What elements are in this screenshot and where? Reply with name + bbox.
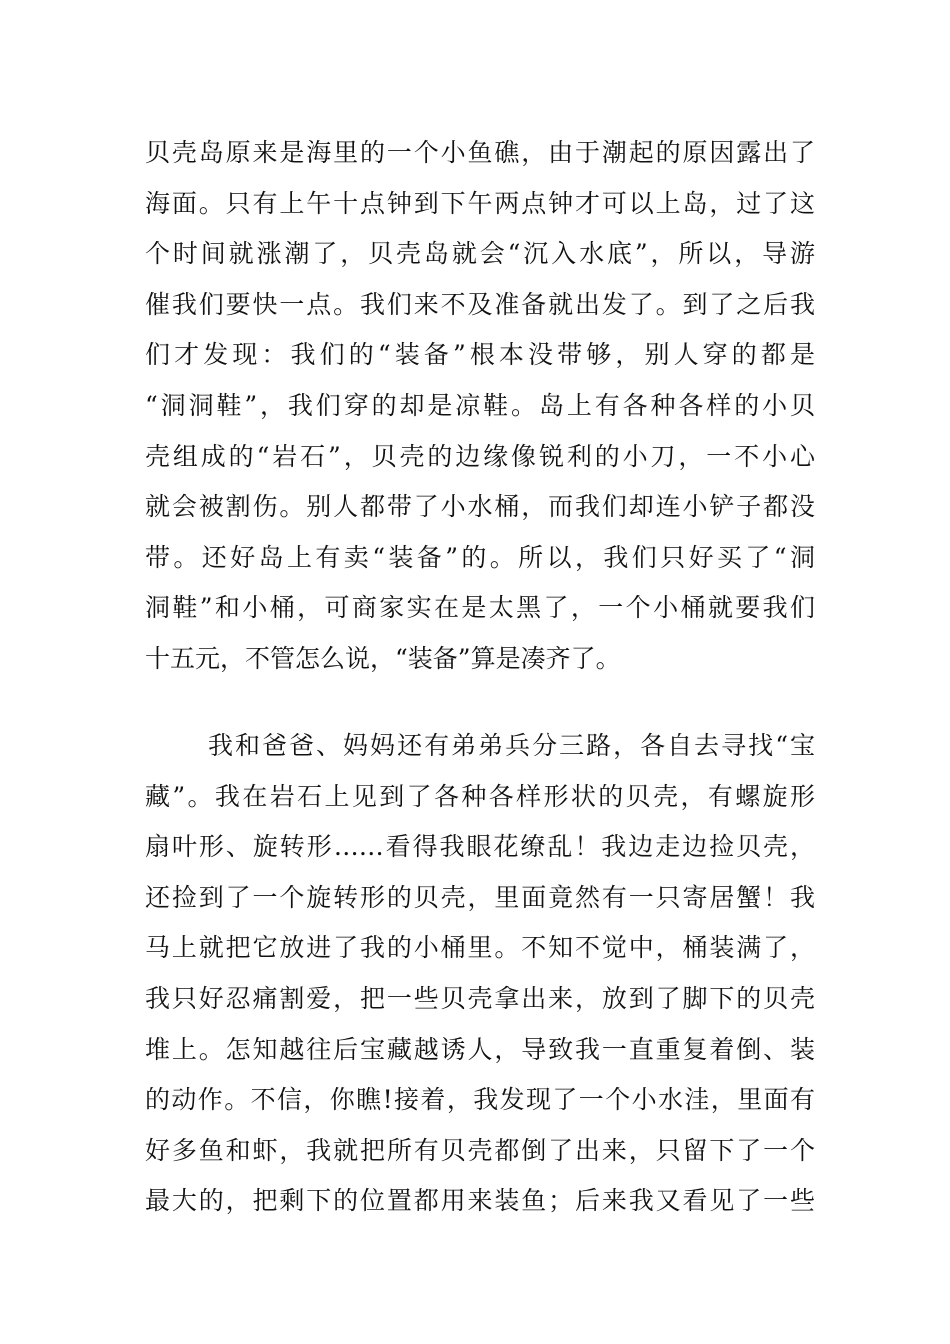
text-line: 就会被割伤。别人都带了小水桶，而我们却连小铲子都没 bbox=[145, 492, 815, 522]
text-line: 我和爸爸、妈妈还有弟弟兵分三路，各自去寻找“宝 bbox=[208, 731, 815, 760]
paragraph-2 bbox=[145, 721, 815, 1227]
text-line: 海面。只有上午十点钟到下午两点钟才可以上岛，过了这 bbox=[145, 188, 815, 218]
text-line: 的动作。不信，你瞧!接着，我发现了一个小水洼，里面有 bbox=[145, 1085, 815, 1115]
text-line: 堆上。怎知越往后宝藏越诱人，导致我一直重复着倒、装 bbox=[145, 1034, 815, 1064]
text-line: 洞鞋”和小桶，可商家实在是太黑了，一个小桶就要我们 bbox=[145, 593, 815, 623]
text-line: 贝壳岛原来是海里的一个小鱼礁，由于潮起的原因露出了 bbox=[145, 138, 815, 167]
text-line: 还捡到了一个旋转形的贝壳，里面竟然有一只寄居蟹！我 bbox=[145, 882, 815, 912]
text-line: 十五元，不管怎么说，“装备”算是凑齐了。 bbox=[145, 643, 621, 673]
text-line: 扇叶形、旋转形……看得我眼花缭乱！我边走边捡贝壳， bbox=[145, 832, 815, 862]
text-line: 最大的，把剩下的位置都用来装鱼；后来我又看见了一些 bbox=[145, 1186, 815, 1216]
text-line: 我只好忍痛割爱，把一些贝壳拿出来，放到了脚下的贝壳 bbox=[145, 983, 815, 1013]
text-line: 好多鱼和虾，我就把所有贝壳都倒了出来，只留下了一个 bbox=[145, 1135, 815, 1165]
text-line: 个时间就涨潮了，贝壳岛就会“沉入水底”，所以，导游 bbox=[145, 239, 815, 269]
text-line: 藏”。我在岩石上见到了各种各样形状的贝壳，有螺旋形 bbox=[145, 781, 815, 811]
text-line: 马上就把它放进了我的小桶里。不知不觉中，桶装满了， bbox=[145, 933, 815, 963]
text-line: 催我们要快一点。我们来不及准备就出发了。到了之后我 bbox=[145, 289, 815, 319]
text-line: 们才发现：我们的“装备”根本没带够，别人穿的都是 bbox=[145, 340, 815, 370]
paragraph-1 bbox=[145, 128, 815, 685]
text-line: 壳组成的“岩石”，贝壳的边缘像锐利的小刀，一不小心 bbox=[145, 441, 815, 471]
text-line: “洞洞鞋”，我们穿的却是凉鞋。岛上有各种各样的小贝 bbox=[145, 390, 815, 420]
text-line: 带。还好岛上有卖“装备”的。所以，我们只好买了“洞 bbox=[145, 542, 815, 572]
